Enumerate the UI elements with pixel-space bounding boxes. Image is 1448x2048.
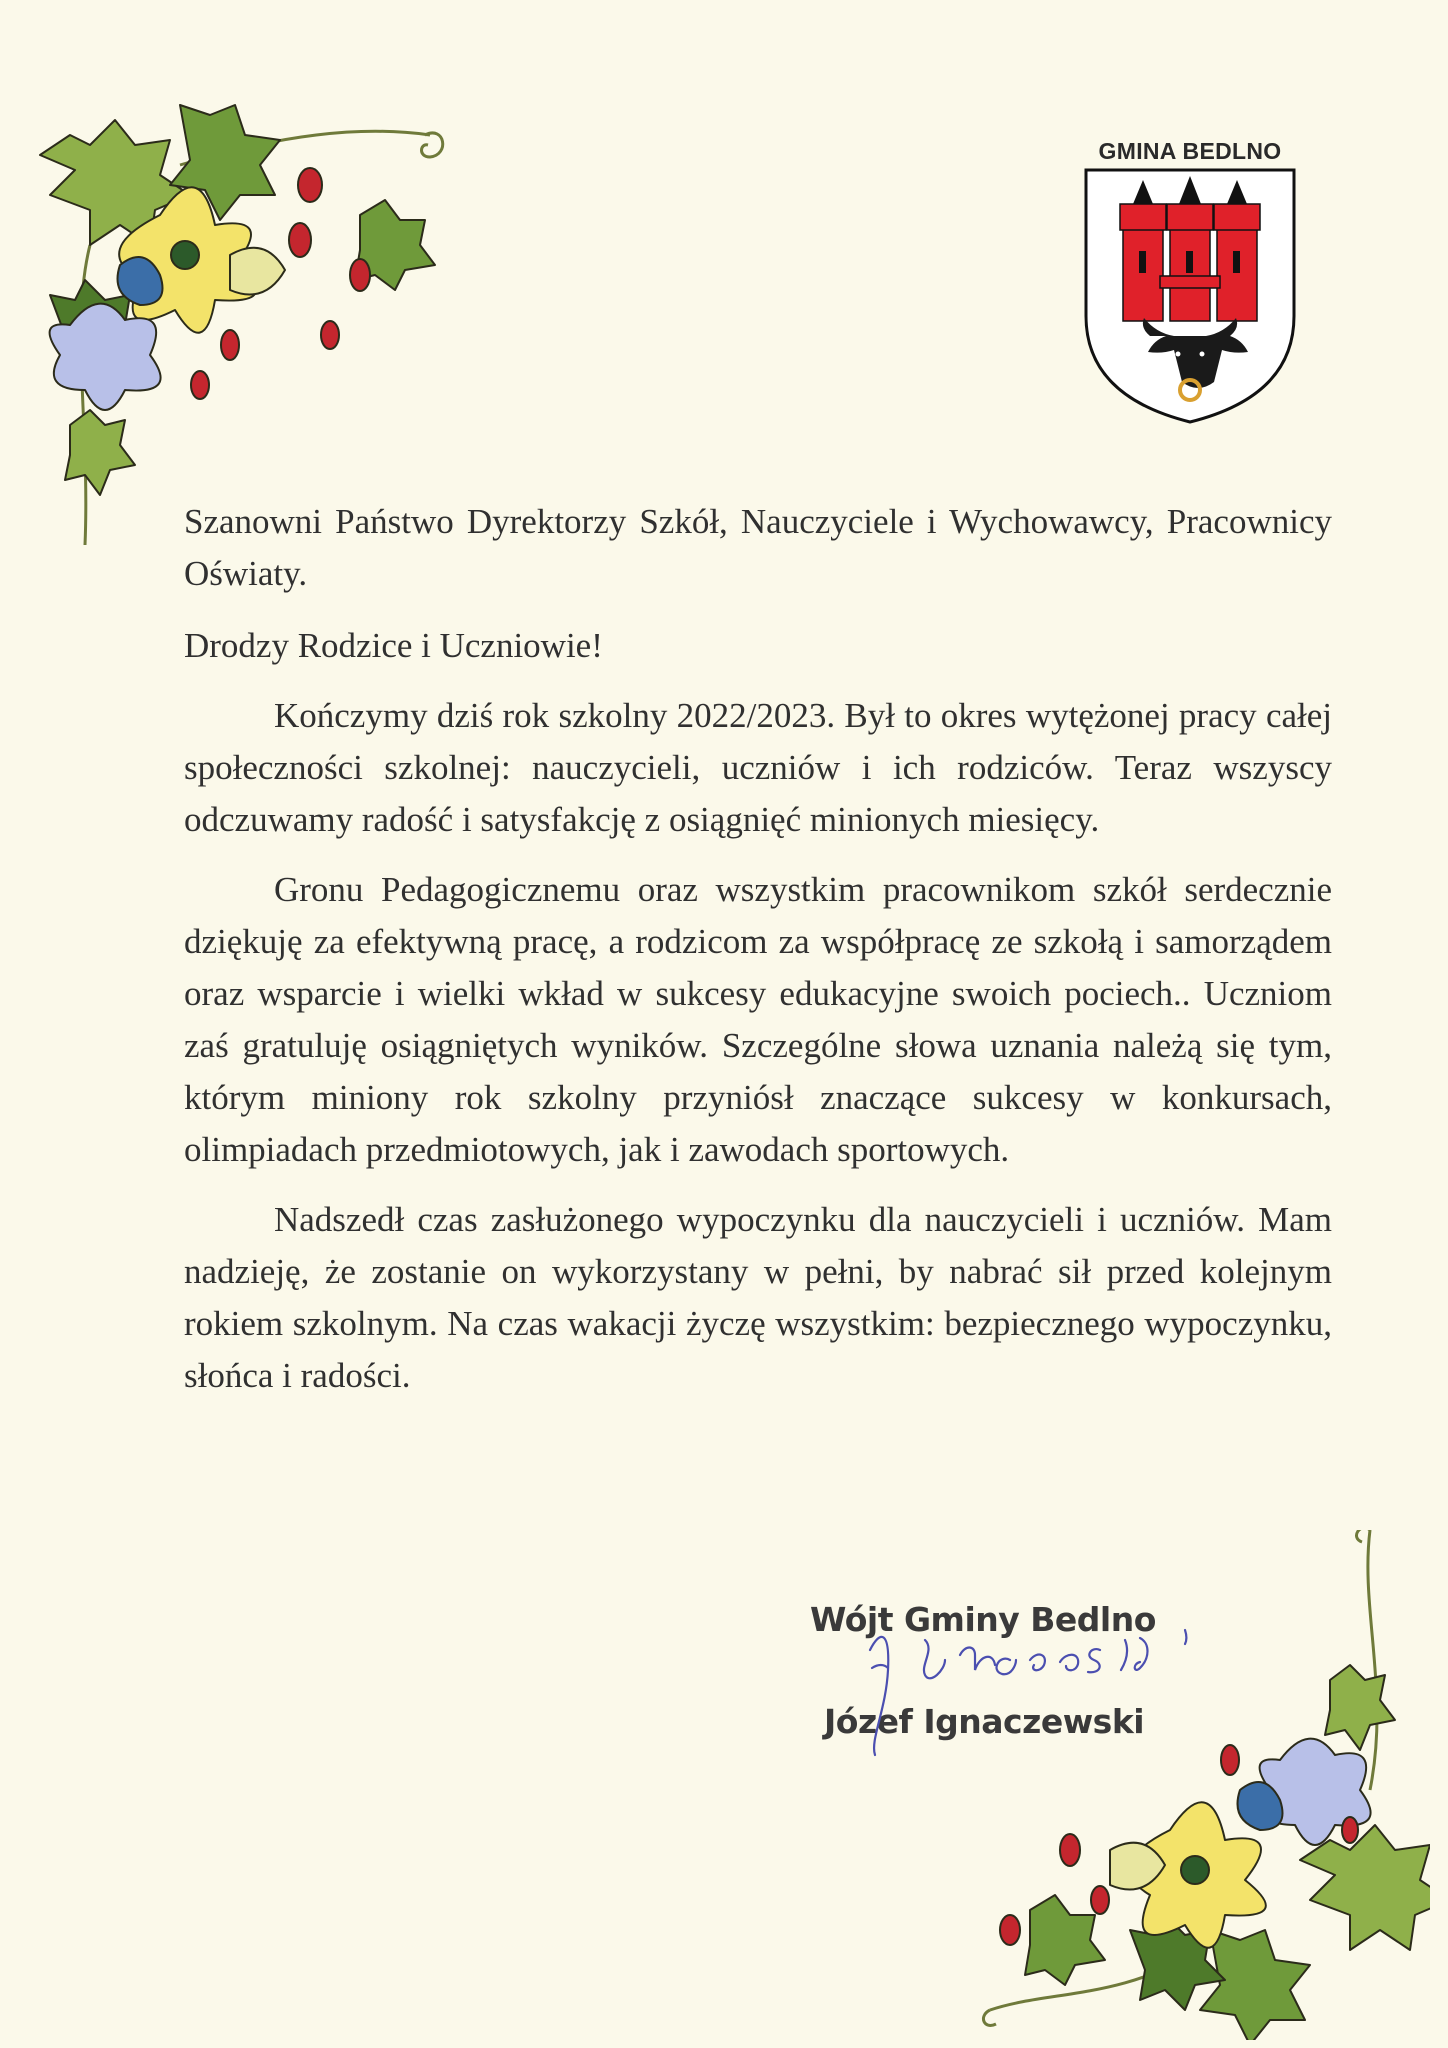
letter-greeting: Szanowni Państwo Dyrektorzy Szkół, Nauczyciele i Wychowawcy, Pracownicy Oświaty.	[184, 502, 1332, 593]
signatory-role: Wójt Gminy Bedlno	[810, 1600, 1156, 1639]
letter-paragraph: Gronu Pedagogicznemu oraz wszystkim pracownikom szkół serdecznie dziękuję za efektywną pracę, a rodzicom za współpracę ze szkołą i samorządem oraz wsparcie i wielki wkład w sukcesy edukacyjne swoich pociech.. Uczniom zaś gratuluję osiągniętych wyników. Szczególne słowa uznania należą się tym, którym miniony rok szkolny przyniósł znaczące sukcesy w konkursach, olimpiadach przedmiotowych, jak i zawodach sportowych.	[184, 870, 1332, 1169]
letter-body	[184, 496, 1332, 1402]
floral-corner-bottom-right-icon	[970, 1530, 1430, 2040]
letter-paragraph: Nadszedł czas zasłużonego wypoczynku dla nauczycieli i uczniów. Mam nadzieję, że zostanie on wykorzystany w pełni, by nabrać sił przed kolejnym rokiem szkolnym. Na czas wakacji życzę wszystkim: bezpiecznego wypoczynku, słońca i radości.	[184, 1200, 1332, 1395]
coat-of-arms	[1078, 138, 1302, 428]
floral-corner-top-left-icon	[30, 95, 500, 565]
coat-of-arms-title: GMINA BEDLNO	[1098, 138, 1282, 164]
coat-of-arms-shield-icon	[1078, 166, 1302, 428]
signatory-name: Józef Ignaczewski	[824, 1702, 1145, 1741]
letter-salutation: Drodzy Rodzice i Uczniowie!	[184, 626, 603, 665]
letter-paragraph: Kończymy dziś rok szkolny 2022/2023. Był to okres wytężonej pracy całej społeczności szkolnej: nauczycieli, uczniów i ich rodziców. Teraz wszyscy odczuwamy radość i satysfakcję z osiągnięć minionych miesięcy.	[184, 696, 1332, 839]
